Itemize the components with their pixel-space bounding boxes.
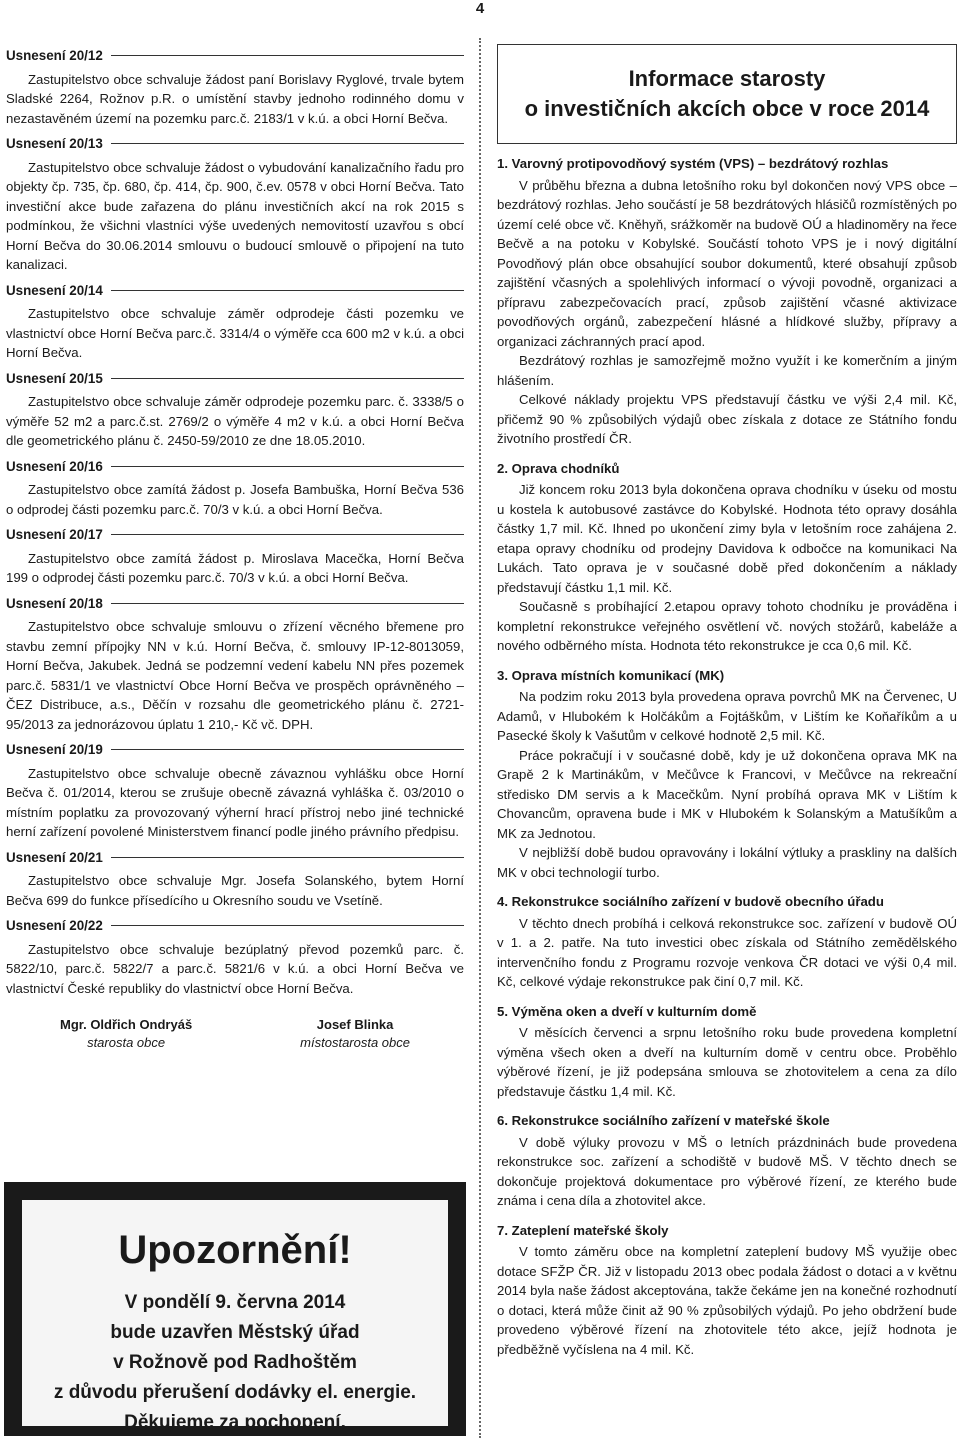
resolution-title: Usnesení 20/22 xyxy=(6,918,103,933)
resolution-text: Zastupitelstvo obce schvaluje Mgr. Josefa Solanského, bytem Horní Bečva 699 do funkce přísedícího u Okresního soudu ve Vsetíně. xyxy=(6,873,464,908)
notice-line: V pondělí 9. června 2014 xyxy=(124,1292,346,1313)
section-paragraph: V nejbližší době budou opravovány i lokální výtluky a praskliny na dalších MK v obci technologií turbo. xyxy=(497,845,957,880)
resolution-text: Zastupitelstvo obce zamítá žádost p. Josefa Bambuška, Horní Bečva 536 o odprodej části pozemku parc.č. 70/3 v k.ú. a obci Horní Bečva. xyxy=(6,482,464,517)
heading-rule xyxy=(111,466,464,467)
notice-line: Děkujeme za pochopení. xyxy=(124,1412,346,1433)
resolution-item xyxy=(6,46,464,128)
resolution-title: Usnesení 20/17 xyxy=(6,527,103,542)
info-column xyxy=(497,40,957,1359)
resolution-item xyxy=(6,848,464,911)
resolution-title: Usnesení 20/13 xyxy=(6,136,103,151)
section-paragraph: Celkové náklady projektu VPS představují částku ve výši 2,4 mil. Kč, přičemž 90 % způsobilých výdajů obec získala z dotace ze Státního fondu životního prostředí ČR. xyxy=(497,392,957,446)
signature-name: Josef Blinka xyxy=(316,1017,394,1032)
resolution-title: Usnesení 20/21 xyxy=(6,849,103,865)
section-heading: 6. Rekonstrukce sociálního zařízení v mateřské škole xyxy=(497,1113,830,1128)
signature-deputy xyxy=(300,1016,410,1052)
column-divider xyxy=(479,38,481,1438)
heading-rule xyxy=(111,534,464,535)
notice-line: bude uzavřen Městský úřad xyxy=(110,1322,360,1343)
section-heading: 2. Oprava chodníků xyxy=(497,460,620,476)
resolution-text: Zastupitelstvo obce schvaluje žádost paní Borislavy Ryglové, trvale bytem Sladské 2264, Rožnov p.R. o umístění stavby jednoho rodinného domu v nezastavěném území na pozemku parc.č. 2183/1 v k.ú. a obci Horní Bečva. xyxy=(6,71,464,126)
section-paragraph: Na podzim roku 2013 byla provedena oprava povrchů MK na Červenec, U Adamů, v Hlubokém k Holčákům a Fojtáškům, v Lištím ke Koňaříkům a u Pasecké školy k Vašutům v celkové hodnotě 2,5 mil. Kč. xyxy=(497,689,957,743)
heading-rule xyxy=(111,143,464,144)
resolution-title: Usnesení 20/18 xyxy=(6,595,103,611)
resolution-title: Usnesení 20/19 xyxy=(6,742,103,757)
resolution-item xyxy=(6,916,464,998)
resolution-title: Usnesení 20/15 xyxy=(6,370,103,386)
heading-rule xyxy=(111,55,464,56)
signature-mayor xyxy=(60,1016,192,1052)
resolution-item xyxy=(6,457,464,520)
resolution-item xyxy=(6,369,464,451)
resolution-item xyxy=(6,525,464,588)
resolution-item xyxy=(6,134,464,275)
section-paragraph: V tomto záměru obce na kompletní zateplení budovy MŠ využije obec dotace SFŽP ČR. Již v listopadu 2013 obec podala žádost o dotaci a v květnu 2014 byla naše žádost akceptována, takže čekáme jen na konečné rozhodnutí o dotaci, která může činit až 90 % způsobilých výdajů. Po jeho obdržení bude provedeno výběrové řízení na zhotovitele této akce, jejíž hodnota je předběžně vyčíslena na 4 mil. Kč. xyxy=(497,1244,957,1357)
notice-line: z důvodu přerušení dodávky el. energie. xyxy=(53,1382,417,1403)
resolution-title: Usnesení 20/16 xyxy=(6,458,103,474)
notice-text xyxy=(22,1288,448,1438)
section-heading: 7. Zateplení mateřské školy xyxy=(497,1222,669,1238)
resolution-item xyxy=(6,740,464,842)
section-paragraph: Práce pokračují i v současné době, kdy je už dokončena oprava MK na Grapě 2 k Martinákům, v Mečůvce k Francovi, v Mečůvce na rekreační středisko DM servis a k Macečkům. Nyní probíhá oprava MK v Lištím k Chovancům, opravena bude i MK v Hlubokém k Solanským a Matušíkům a MK za Jednotou. xyxy=(497,747,957,841)
heading-rule xyxy=(111,857,464,858)
heading-rule xyxy=(111,290,464,291)
signature-role: místostarosta obce xyxy=(300,1035,410,1050)
resolution-text: Zastupitelstvo obce schvaluje žádost o vybudování kanalizačního řadu pro objekty čp. 735, čp. 680, čp. 414, čp. 900, č.ev. 0578 v obci Horní Bečva. Tato investiční akce bude zařazena do plánu investičních akcí na rok 2015 s podmínkou, že všichni vlastníci výše uvedených nemovitostí uzavřou s obcí Horní Bečva do 30.06.2014 smlouvu o budoucí smlouvě o připojení na tuto kanalizaci. xyxy=(6,159,464,272)
section-heading: 5. Výměna oken a dveří v kulturním domě xyxy=(497,1003,757,1019)
notice-box xyxy=(4,1182,466,1436)
info-subtitle: o investičních akcích obce v roce 2014 xyxy=(524,96,930,121)
section-heading: 1. Varovný protipovodňový systém (VPS) – bezdrátový rozhlas xyxy=(497,156,889,171)
resolution-text: Zastupitelstvo obce zamítá žádost p. Miroslava Macečka, Horní Bečva 199 o odprodej části pozemku parc.č. 70/3 v k.ú. a obci Horní Bečva. xyxy=(6,550,464,585)
section-paragraph: V průběhu března a dubna letošního roku byl dokončen nový VPS obce – bezdrátový rozhlas. Jeho součástí je 58 bezdrátových hlásičů rozmístěných po území celé obce vč. Kněhyň, srážkoměr na budově OÚ a hladinoměry na řece Bečvě a na potoku v Kobylské. Součástí tohoto VPS je i nový digitální Povodňový plán obce obsahující soubor dokumentů, které obsahují způsob zajištění včasných a spolehlivých informací o vývoji povodně, organizaci a přípravu zabezpečovacích prací, způsob zajištění včasné aktivizace povodňových orgánů, zabezpečení hlásné a hlídkové služby, přípravy a organizaci záchranných prací apod. xyxy=(497,177,957,349)
section-paragraph: Současně s probíhající 2.etapou opravy tohoto chodníku je prováděna i kompletní rekonstrukce veřejného osvětlení vč. nových stožárů, kabeláže a nového odběrného místa. Hodnota této rekonstrukce je cca 0,6 mil. Kč. xyxy=(497,599,957,653)
notice-panel xyxy=(22,1200,448,1433)
resolutions-column xyxy=(6,40,464,1052)
heading-rule xyxy=(111,378,464,379)
section-paragraph: Již koncem roku 2013 byla dokončena oprava chodníku v úseku od mostu u kostela k autobusové zastávce do Kobylské. Hodnota této opravy dosáhla částky 1,7 mil. Kč. Ihned po ukončení zimy byla v letošním roce zahájena 2. etapa opravy chodníku od prodejny Davidova k odbočce na komunikaci Na Lukách. Tato oprava je v současné době před dokončením a náklady představují částku 1,1 mil. Kč. xyxy=(497,482,957,595)
notice-title: Upozornění! xyxy=(118,1228,352,1272)
heading-rule xyxy=(111,603,464,604)
resolution-title: Usnesení 20/14 xyxy=(6,282,103,298)
info-title-box xyxy=(497,44,957,144)
resolution-text: Zastupitelstvo obce schvaluje záměr odprodeje části pozemku ve vlastnictví obce Horní Bečva parc.č. 3314/4 o výměře cca 600 m2 v k.ú. a obci Horní Bečva. xyxy=(6,306,464,360)
section-paragraph: V době výluky provozu v MŠ o letních prázdninách bude provedena rekonstrukce soc. zařízení a schodiště v budově MŠ. V těchto dnech se dokončuje projektová dokumentace pro výběrové řízení, ze kterého bude známa i cena díla a zhotovitel akce. xyxy=(497,1134,957,1208)
section-heading: 4. Rekonstrukce sociálního zařízení v budově obecního úřadu xyxy=(497,894,884,909)
section-paragraph: V měsících červenci a srpnu letošního roku bude provedena kompletní výměna všech oken a dveří na kulturním domě v centru obce. Proběhlo výběrové řízení, je již podepsána smlouva se zhotovitelem a cena za dílo představuje částku 1,4 mil. Kč. xyxy=(497,1025,957,1099)
resolution-text: Zastupitelstvo obce schvaluje záměr odprodeje pozemku parc. č. 3338/5 o výměře 52 m2 a parc.č.st. 2769/2 o výměře 4 m2 v k.ú. a obci Horní Bečva dle geometrického plánu č. 2450-59/2010 ze dne 18.05.2010. xyxy=(6,394,464,448)
heading-rule xyxy=(111,749,464,750)
resolution-text: Zastupitelstvo obce schvaluje smlouvu o zřízení věcného břemene pro stavbu zemní přípojky NN v k.ú. Horní Bečva, č. smlouvy IP-12-8013059, Horní Bečva, Jakubek. Jedná se podzemní vedení kabelu NN přes pozemek parc.č. 5831/1 ve vlastnictví Obce Horní Bečva ve prospěch oprávněného – ČEZ Distribuce, a.s., Děčín v rozsahu dle geometrického plánu č. 2721-95/2013 za jednorázovou úplatu 1 210,- Kč vč. DPH. xyxy=(6,619,464,732)
signatures xyxy=(6,1016,464,1052)
section-heading: 3. Oprava místních komunikací (MK) xyxy=(497,667,725,683)
resolution-text: Zastupitelstvo obce schvaluje obecně závaznou vyhlášku obce Horní Bečva č. 01/2014, kterou se zrušuje obecně závazná vyhláška č. 03/2010 o místním poplatku za provozovaný výherní hrací přístroj nebo jiné technické herní zařízení povolené Ministerstvem financí podle jiného právního předpisu. xyxy=(6,765,464,839)
section-paragraph: V těchto dnech probíhá i celková rekonstrukce soc. zařízení v budově OÚ v 1. a 2. patře. Na tuto investici obec získala od Státního zemědělského intervenčního fondu z Programu rozvoje venkova ČR dotaci ve výši 0,4 mil. Kč, celkové výdaje rekonstrukce pak činí 0,7 mil. Kč. xyxy=(497,915,957,989)
resolution-title: Usnesení 20/12 xyxy=(6,48,103,63)
heading-rule xyxy=(111,925,464,926)
signature-role: starosta obce xyxy=(87,1035,166,1050)
section-paragraph: Bezdrátový rozhlas je samozřejmě možno využít i ke komerčním a jiným hlášením. xyxy=(497,353,957,388)
page-number: 4 xyxy=(475,0,485,17)
resolution-text: Zastupitelstvo obce schvaluje bezúplatný převod pozemků parc. č. 5822/10, parc.č. 5822/7 a parc.č. 5821/6 v k.ú. a obci Horní Bečva ve vlastnictví České republiky do vlastnictví obce Horní Bečva. xyxy=(6,941,464,996)
notice-line: v Rožnově pod Radhoštěm xyxy=(113,1352,357,1373)
resolution-item xyxy=(6,281,464,363)
info-title: Informace starosty xyxy=(628,66,826,91)
resolution-item xyxy=(6,594,464,735)
signature-name: Mgr. Oldřich Ondryáš xyxy=(59,1017,193,1032)
